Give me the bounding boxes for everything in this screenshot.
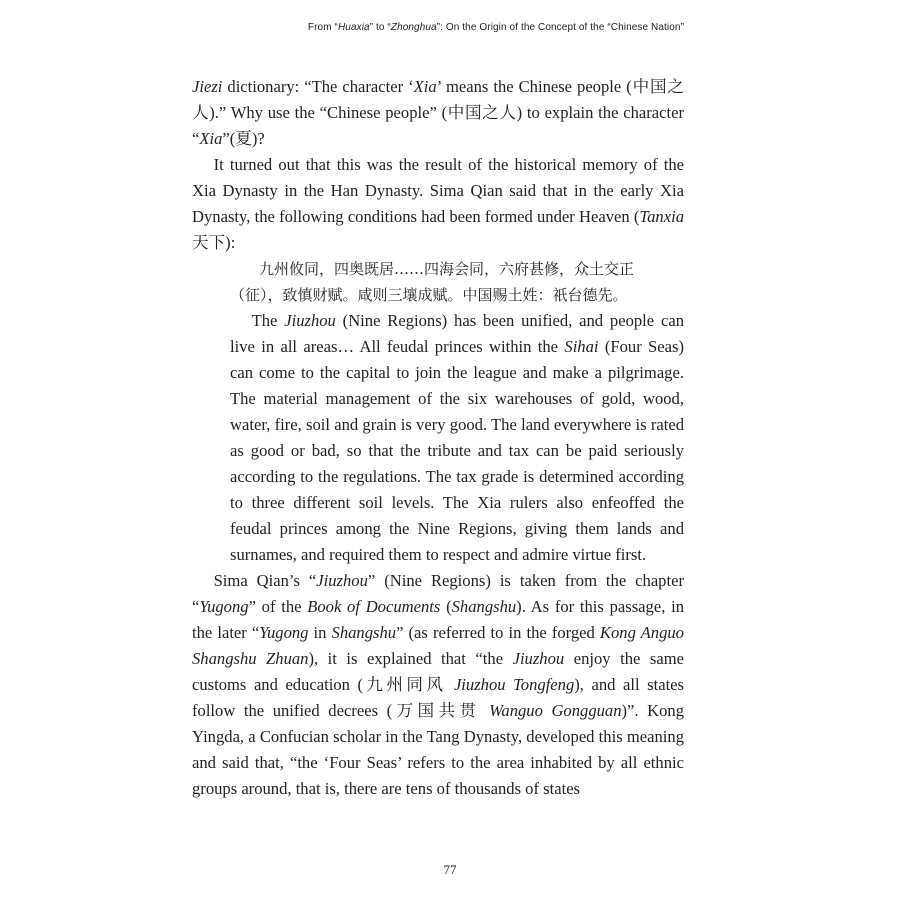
chinese-quote-line-1: 九州攸同，四奥既居……四海会同，六府甚修，众土交正 xyxy=(259,260,635,278)
translation-paragraph: The Jiuzhou (Nine Regions) has been unified, and people can live in all areas… All feudal princes within the Sihai (Four Seas) can come to the capital to join the league and make a pilgrimage. The material management of the six warehouses of gold, wood, water, fire, soil and grain is very good. The land everywhere is rated as good or bad, so that the tribute and tax can be paid seriously according to the regulations. The tax grade is determined according to three different soil levels. The Xia rulers also enfeoffed the feudal princes among the Nine Regions, giving them lands and surnames, and required them to respect and admire virtue first. xyxy=(230,311,684,564)
page-body xyxy=(192,74,684,802)
translation-quote xyxy=(192,308,684,568)
paragraph-1: Jiezi dictionary: “The character ‘Xia’ means the Chinese people (中国之人).” Why use the “Chinese people” (中国之人) to explain the character “Xia”(夏)? xyxy=(192,77,684,148)
chinese-quote-line-2: （征），致慎财赋。咸则三壤成赋。中国赐土姓：祇台德先。 xyxy=(230,286,628,304)
paragraph-2: It turned out that this was the result of the historical memory of the Xia Dynasty in the Han Dynasty. Sima Qian said that in the early Xia Dynasty, the following conditions had been formed under Heaven (Tanxia 天下): xyxy=(192,155,684,252)
running-header: From “Huaxia” to “Zhonghua”: On the Origin of the Concept of the “Chinese Nation” xyxy=(307,22,684,33)
paragraph-3: Sima Qian’s “Jiuzhou” (Nine Regions) is taken from the chapter “Yugong” of the Book of Documents (Shangshu). As for this passage, in the later “Yugong in Shangshu” (as referred to in the forged Kong Anguo Shangshu Zhuan), it is explained that “the Jiuzhou enjoy the same customs and education (九州同风 Jiuzhou Tongfeng), and all states follow the unified decrees (万国共贯 Wanguo Gongguan)”. Kong Yingda, a Confucian scholar in the Tang Dynasty, developed this meaning and said that, “the ‘Four Seas’ refers to the area inhabited by all ethnic groups around, that is, there are tens of thousands of states xyxy=(192,571,685,798)
chinese-quotation xyxy=(192,256,684,308)
page-number: 77 xyxy=(443,862,457,877)
